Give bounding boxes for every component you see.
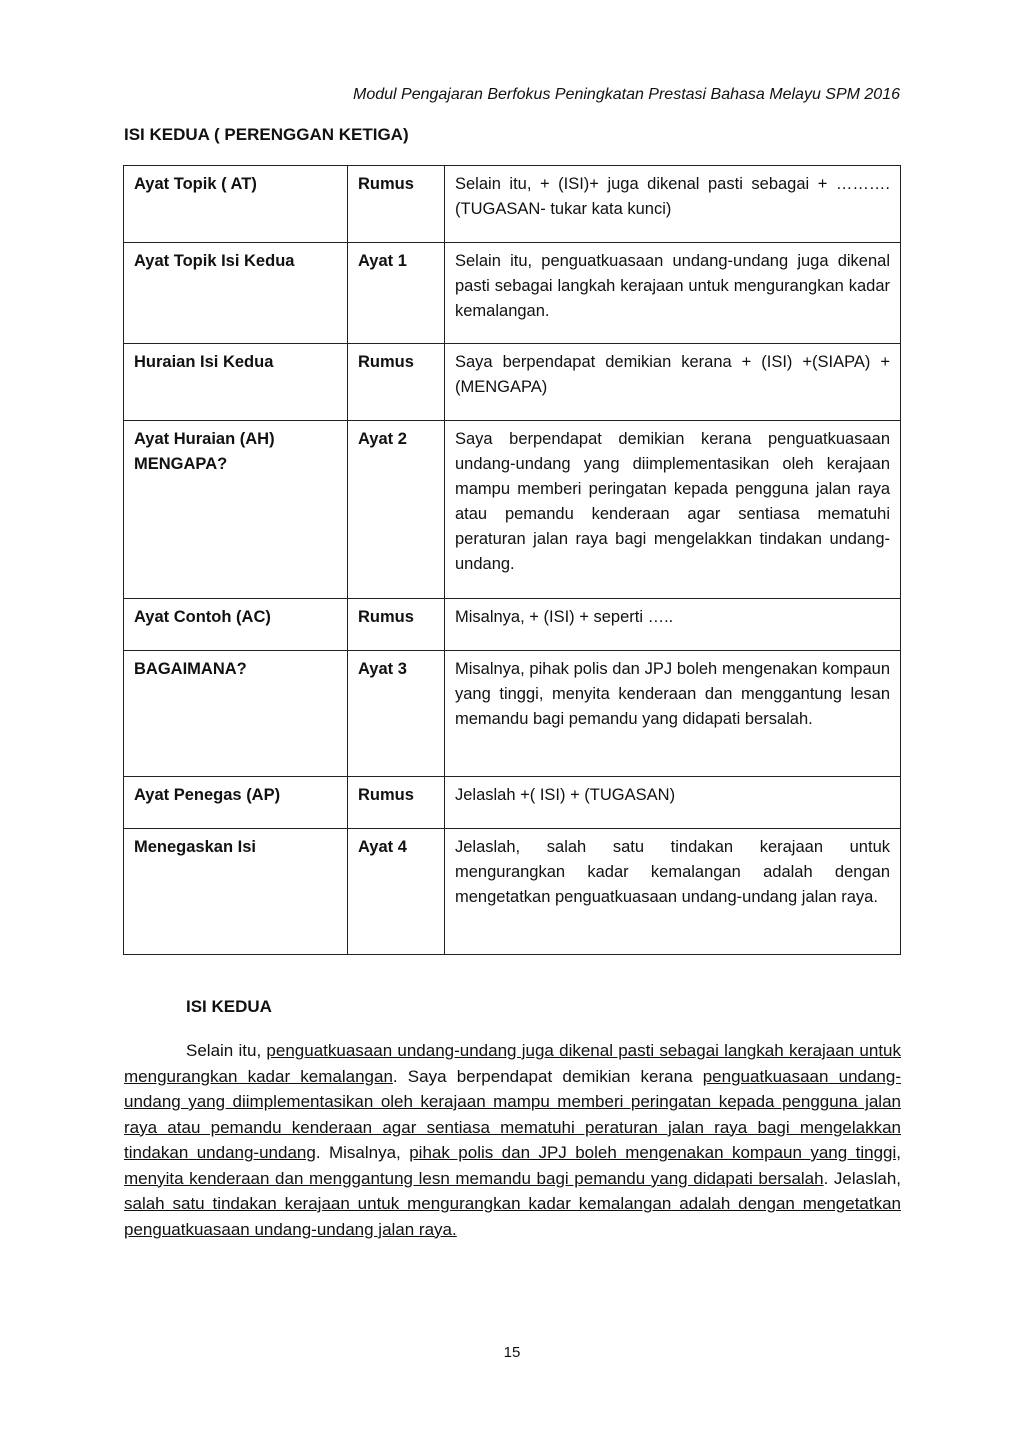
paragraph-text: Selain itu,	[186, 1041, 267, 1060]
row-label: Ayat Huraian (AH) MENGAPA?	[124, 421, 348, 599]
table-row	[124, 243, 901, 344]
paragraph-text: . Saya berpendapat demikian kerana	[392, 1066, 703, 1086]
section-title: ISI KEDUA ( PERENGGAN KETIGA)	[124, 125, 409, 144]
row-text: Misalnya, + (ISI) + seperti …..	[445, 599, 901, 651]
isi-kedua-paragraph	[124, 1038, 901, 1242]
paragraph-text: . Jelaslah,	[823, 1168, 902, 1188]
row-type: Ayat 1	[348, 243, 445, 344]
table-row	[124, 421, 901, 599]
row-label: Huraian Isi Kedua	[124, 344, 348, 421]
row-text: Saya berpendapat demikian kerana + (ISI) +(SIAPA) + (MENGAPA)	[445, 344, 901, 421]
row-text: Selain itu, + (ISI)+ juga dikenal pasti sebagai + ……….(TUGASAN- tukar kata kunci)	[445, 166, 901, 243]
table-row	[124, 777, 901, 829]
page-header: Modul Pengajaran Berfokus Peningkatan Prestasi Bahasa Melayu SPM 2016	[353, 86, 900, 103]
table-row	[124, 651, 901, 777]
table-row	[124, 344, 901, 421]
isi-kedua-title: ISI KEDUA	[186, 997, 272, 1016]
table-row	[124, 829, 901, 955]
row-type: Rumus	[348, 166, 445, 243]
table-row	[124, 166, 901, 243]
row-label: Menegaskan Isi	[124, 829, 348, 955]
page-number: 15	[503, 1344, 521, 1361]
row-type: Ayat 2	[348, 421, 445, 599]
formula-table	[123, 165, 901, 955]
underlined-example: pihak polis dan JPJ boleh mengenakan kompaun yang tinggi, menyita kenderaan dan menggantung lesn memandu bagi pemandu yang didapati bersalah	[124, 1143, 901, 1188]
row-label: Ayat Contoh (AC)	[124, 599, 348, 651]
row-text: Selain itu, penguatkuasaan undang-undang juga dikenal pasti sebagai langkah kerajaan untuk mengurangkan kadar kemalangan.	[445, 243, 901, 344]
row-type: Ayat 4	[348, 829, 445, 955]
paragraph-text: . Misalnya,	[315, 1143, 410, 1162]
row-type: Ayat 3	[348, 651, 445, 777]
underlined-elaboration: penguatkuasaan undang-undang yang diimplementasikan oleh kerajaan mampu memberi peringatan kepada pengguna jalan raya atau pemandu kenderaan agar sentiasa mematuhi peraturan jalan raya bagi mengelakkan tindakan undang-undang	[124, 1066, 901, 1162]
row-type: Rumus	[348, 777, 445, 829]
row-type: Rumus	[348, 599, 445, 651]
row-text: Jelaslah, salah satu tindakan kerajaan untuk mengurangkan kadar kemalangan adalah dengan mengetatkan penguatkuasaan undang-undang jalan raya.	[445, 829, 901, 955]
row-text: Jelaslah +( ISI) + (TUGASAN)	[445, 777, 901, 829]
row-text: Saya berpendapat demikian kerana penguatkuasaan undang-undang yang diimplementasikan oleh kerajaan mampu memberi peringatan kepada pengguna jalan raya atau pemandu kenderaan agar sentiasa mematuhi peraturan jalan raya bagi mengelakkan tindakan undang-undang.	[445, 421, 901, 599]
table-row	[124, 599, 901, 651]
row-label: Ayat Topik ( AT)	[124, 166, 348, 243]
row-type: Rumus	[348, 344, 445, 421]
underlined-topic-sentence: penguatkuasaan undang-undang juga dikenal pasti sebagai langkah kerajaan untuk mengurangkan kadar kemalangan	[124, 1041, 901, 1086]
row-text: Misalnya, pihak polis dan JPJ boleh mengenakan kompaun yang tinggi, menyita kenderaan dan menggantung lesan memandu bagi pemandu yang didapati bersalah.	[445, 651, 901, 777]
row-label: Ayat Penegas (AP)	[124, 777, 348, 829]
row-label: Ayat Topik Isi Kedua	[124, 243, 348, 344]
row-label: BAGAIMANA?	[124, 651, 348, 777]
underlined-conclusion: salah satu tindakan kerajaan untuk mengurangkan kadar kemalangan adalah dengan mengetatkan penguatkuasaan undang-undang jalan raya.	[124, 1194, 901, 1239]
